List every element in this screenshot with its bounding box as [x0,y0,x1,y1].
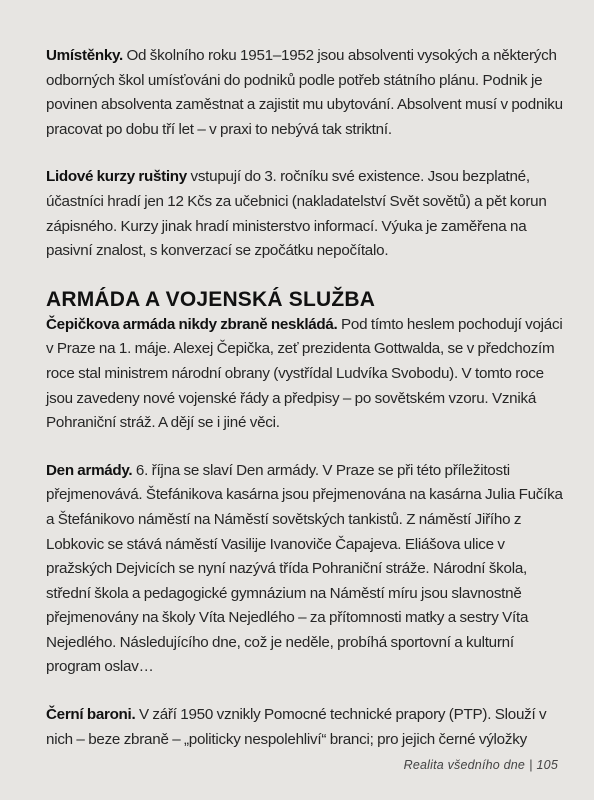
page-number: 105 [536,758,558,772]
paragraph-text: Od školního roku 1951–1952 jsou absolventi vysokých a některých odborných škol umísťováni do podniků podle potřeb státního plánu. Podnik je povinen absolventa zaměstnat a zajistit mu ubytování. Absolvent musí v podniku pracovat po dobu tří let – v praxi to nebývá tak striktní. [46,47,563,138]
page-footer [404,758,558,772]
paragraph-text: 6. října se slaví Den armády. V Praze se při této příležitosti přejmenovává. Štefánikova kasárna jsou přejmenována na kasárna Julia Fučíka a Štefánikovo náměstí na Náměstí sovětských tankistů. Z náměstí Jiřího z Lobkovic se stává náměstí Vasilije Ivanoviče Čapajeva. Eliášova ulice v pražských Dejvicích se nyní nazývá třída Pohraniční stráže. Národní škola, střední škola a pedagogické gymnázium na Náměstí míru jsou slavnostně přejmenovány na školy Víta Nejedlého – za přítomnosti matky a sestry Víta Nejedlého. Následujícího dne, což je neděle, probíhá sportovní a kulturní program oslav… [46,461,563,676]
paragraph-cepickova-armada [46,313,566,436]
paragraph-den-armady [46,459,566,680]
paragraph-kurzy-rustiny [46,165,566,263]
footer-separator: | [529,758,533,772]
paragraph-lead: Černí baroni. [46,706,136,724]
paragraph-cerni-baroni [46,703,566,752]
paragraph-lead: Den armády. [46,461,133,479]
section-heading: ARMÁDA A VOJENSKÁ SLUŽBA [46,287,376,311]
paragraph-lead: Čepičkova armáda nikdy zbraně neskládá. [46,315,338,333]
paragraph-text: Pod tímto heslem pochodují vojáci v Praze na 1. máje. Alexej Čepička, zeť prezidenta Gottwalda, se v předchozím roce stal ministrem národní obrany (vystřídal Ludvíka Svobodu). V tomto roce jsou zavedeny nové vojenské řády a předpisy – po sovětském vzoru. Vzniká Pohraniční stráž. A dějí se i jiné věci. [46,315,563,432]
paragraph-umistenky [46,44,566,142]
paragraph-text: vstupují do 3. ročníku své existence. Jsou bezplatné, účastníci hradí jen 12 Kčs za učebnici (nakladatelství Svět sovětů) a pět korun zápisného. Kurzy jinak hradí ministerstvo informací. Výuka je zaměřena na pasivní znalost, s konverzací se zpočátku nepočítalo. [46,168,547,260]
paragraph-lead: Lidové kurzy ruštiny [46,168,187,186]
paragraph-lead: Umístěnky. [46,47,123,64]
running-title: Realita všedního dne [403,758,526,772]
paragraph-text: V září 1950 vznikly Pomocné technické prapory (PTP). Slouží v nich – beze zbraně – „politicky nespolehliví“ branci; pro jejich černé výložky [46,706,547,748]
page-body [46,44,566,775]
